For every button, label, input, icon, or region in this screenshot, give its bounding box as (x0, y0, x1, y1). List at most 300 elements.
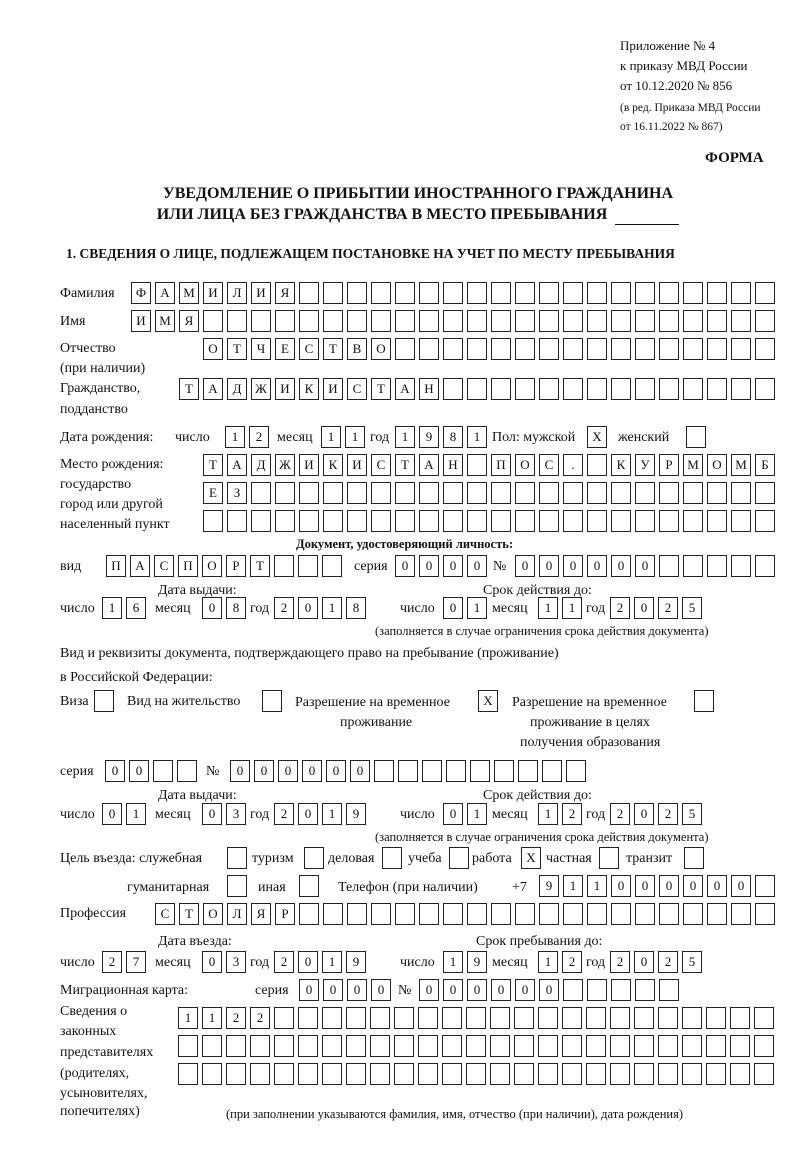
reps-3-cell[interactable] (418, 1063, 438, 1085)
patronymic-cell[interactable]: Е (275, 338, 295, 360)
reps-1-cell[interactable] (346, 1007, 366, 1029)
birthplace-2-cell[interactable] (299, 482, 319, 504)
birthplace-2-cell[interactable] (755, 482, 775, 504)
phone-cell[interactable] (755, 875, 775, 897)
patronymic-cell[interactable]: С (299, 338, 319, 360)
reps-1-cell[interactable] (298, 1007, 318, 1029)
reps-3-cell[interactable] (586, 1063, 606, 1085)
patronymic-cell[interactable] (731, 338, 751, 360)
birthplace-2-cell[interactable] (731, 482, 751, 504)
profession-cell[interactable]: Р (275, 903, 295, 925)
edu-residence-cell[interactable] (694, 690, 714, 712)
right-valid-year-cell[interactable]: 0 (634, 803, 654, 825)
name-cell[interactable] (563, 310, 583, 332)
reps-2-cell[interactable] (322, 1035, 342, 1057)
birthplace-3-cell[interactable] (347, 510, 367, 532)
mc-series-cell[interactable]: 0 (323, 979, 343, 1001)
reps-2-cell[interactable] (514, 1035, 534, 1057)
reps-1-cell[interactable]: 1 (178, 1007, 198, 1029)
reps-3-cell[interactable] (322, 1063, 342, 1085)
reps-2-cell[interactable] (634, 1035, 654, 1057)
reps-3-cell[interactable] (682, 1063, 702, 1085)
p-transit-cell[interactable] (684, 847, 704, 869)
citizenship-cell[interactable]: С (347, 378, 367, 400)
right-number-cell[interactable]: 0 (326, 760, 346, 782)
right-valid-day-cell[interactable]: 0 (443, 803, 463, 825)
name-cell[interactable]: Я (179, 310, 199, 332)
birthplace-1-cell[interactable]: О (707, 454, 727, 476)
right-number-cell[interactable] (566, 760, 586, 782)
citizenship-cell[interactable] (755, 378, 775, 400)
citizenship-cell[interactable]: Д (227, 378, 247, 400)
patronymic-cell[interactable] (659, 338, 679, 360)
profession-cell[interactable] (611, 903, 631, 925)
reps-3-cell[interactable] (178, 1063, 198, 1085)
birthplace-2-cell[interactable] (563, 482, 583, 504)
stay-day-cell[interactable]: 1 (443, 951, 463, 973)
profession-cell[interactable]: О (203, 903, 223, 925)
name-cell[interactable] (755, 310, 775, 332)
id-kind-cell[interactable] (274, 555, 294, 577)
surname-cell[interactable] (323, 282, 343, 304)
patronymic-cell[interactable] (539, 338, 559, 360)
surname-cell[interactable] (611, 282, 631, 304)
profession-cell[interactable] (539, 903, 559, 925)
reps-2-cell[interactable] (274, 1035, 294, 1057)
right-number-cell[interactable]: 0 (254, 760, 274, 782)
name-cell[interactable]: И (131, 310, 151, 332)
id-issue-day-cell[interactable]: 1 (102, 597, 122, 619)
birthplace-2-cell[interactable] (467, 482, 487, 504)
id-series-cell[interactable]: 0 (395, 555, 415, 577)
reps-3-cell[interactable] (514, 1063, 534, 1085)
id-valid-year-cell[interactable]: 2 (658, 597, 678, 619)
id-number-cell[interactable]: 0 (587, 555, 607, 577)
reps-2-cell[interactable] (538, 1035, 558, 1057)
right-series-cell[interactable] (153, 760, 173, 782)
citizenship-cell[interactable]: А (203, 378, 223, 400)
surname-cell[interactable] (491, 282, 511, 304)
id-valid-month-cell[interactable]: 1 (562, 597, 582, 619)
reps-2-cell[interactable] (250, 1035, 270, 1057)
id-kind-cell[interactable]: П (106, 555, 126, 577)
p-other-cell[interactable] (299, 875, 319, 897)
citizenship-cell[interactable]: Ж (251, 378, 271, 400)
name-cell[interactable] (251, 310, 271, 332)
p-humanitarian-cell[interactable] (227, 875, 247, 897)
reps-2-cell[interactable] (226, 1035, 246, 1057)
surname-cell[interactable] (587, 282, 607, 304)
profession-cell[interactable]: Т (179, 903, 199, 925)
reps-2-cell[interactable] (490, 1035, 510, 1057)
reps-1-cell[interactable] (706, 1007, 726, 1029)
patronymic-cell[interactable] (395, 338, 415, 360)
name-cell[interactable] (635, 310, 655, 332)
phone-cell[interactable]: 9 (539, 875, 559, 897)
visa-cell[interactable] (94, 690, 114, 712)
reps-3-cell[interactable] (490, 1063, 510, 1085)
surname-cell[interactable]: Л (227, 282, 247, 304)
birthplace-3-cell[interactable] (611, 510, 631, 532)
citizenship-cell[interactable] (731, 378, 751, 400)
right-series-cell[interactable] (177, 760, 197, 782)
mc-number-cell[interactable] (611, 979, 631, 1001)
reps-1-cell[interactable] (322, 1007, 342, 1029)
reps-1-cell[interactable] (730, 1007, 750, 1029)
birthplace-2-cell[interactable] (491, 482, 511, 504)
surname-cell[interactable] (683, 282, 703, 304)
id-issue-day-cell[interactable]: 6 (126, 597, 146, 619)
right-issue-year-cell[interactable]: 2 (274, 803, 294, 825)
right-valid-year-cell[interactable]: 2 (610, 803, 630, 825)
right-issue-year-cell[interactable]: 9 (346, 803, 366, 825)
entry-year-cell[interactable]: 0 (298, 951, 318, 973)
reps-2-cell[interactable] (586, 1035, 606, 1057)
citizenship-cell[interactable] (683, 378, 703, 400)
patronymic-cell[interactable] (515, 338, 535, 360)
reps-3-cell[interactable] (634, 1063, 654, 1085)
right-number-cell[interactable]: 0 (350, 760, 370, 782)
dob-year-cell[interactable]: 8 (443, 426, 463, 448)
mc-number-cell[interactable]: 0 (419, 979, 439, 1001)
mc-number-cell[interactable] (635, 979, 655, 1001)
id-number-cell[interactable]: 0 (563, 555, 583, 577)
right-issue-day-cell[interactable]: 1 (126, 803, 146, 825)
birthplace-1-cell[interactable]: Т (203, 454, 223, 476)
id-valid-year-cell[interactable]: 5 (682, 597, 702, 619)
phone-cell[interactable]: 0 (659, 875, 679, 897)
surname-cell[interactable] (347, 282, 367, 304)
citizenship-cell[interactable] (467, 378, 487, 400)
surname-cell[interactable] (659, 282, 679, 304)
birthplace-3-cell[interactable] (635, 510, 655, 532)
patronymic-cell[interactable] (611, 338, 631, 360)
surname-cell[interactable] (563, 282, 583, 304)
right-number-cell[interactable] (518, 760, 538, 782)
right-series-cell[interactable]: 0 (129, 760, 149, 782)
name-cell[interactable] (299, 310, 319, 332)
surname-cell[interactable] (515, 282, 535, 304)
p-service-cell[interactable] (227, 847, 247, 869)
citizenship-cell[interactable] (443, 378, 463, 400)
birthplace-2-cell[interactable] (515, 482, 535, 504)
birthplace-2-cell[interactable] (443, 482, 463, 504)
reps-2-cell[interactable] (298, 1035, 318, 1057)
citizenship-cell[interactable]: Т (179, 378, 199, 400)
reps-2-cell[interactable] (466, 1035, 486, 1057)
profession-cell[interactable] (347, 903, 367, 925)
mc-number-cell[interactable]: 0 (515, 979, 535, 1001)
birthplace-1-cell[interactable]: С (371, 454, 391, 476)
name-cell[interactable] (203, 310, 223, 332)
birthplace-3-cell[interactable] (275, 510, 295, 532)
reps-2-cell[interactable] (442, 1035, 462, 1057)
phone-cell[interactable]: 1 (563, 875, 583, 897)
name-cell[interactable] (659, 310, 679, 332)
reps-3-cell[interactable] (250, 1063, 270, 1085)
reps-3-cell[interactable] (754, 1063, 774, 1085)
stay-year-cell[interactable]: 5 (682, 951, 702, 973)
id-kind-cell[interactable]: А (130, 555, 150, 577)
birthplace-3-cell[interactable] (707, 510, 727, 532)
reps-3-cell[interactable] (610, 1063, 630, 1085)
birthplace-1-cell[interactable]: . (563, 454, 583, 476)
stay-year-cell[interactable]: 2 (658, 951, 678, 973)
birthplace-3-cell[interactable] (731, 510, 751, 532)
birthplace-1-cell[interactable] (587, 454, 607, 476)
patronymic-cell[interactable] (683, 338, 703, 360)
reps-3-cell[interactable] (394, 1063, 414, 1085)
right-valid-month-cell[interactable]: 1 (538, 803, 558, 825)
patronymic-cell[interactable]: Т (227, 338, 247, 360)
citizenship-cell[interactable] (635, 378, 655, 400)
p-tourism-cell[interactable] (304, 847, 324, 869)
reps-3-cell[interactable] (442, 1063, 462, 1085)
right-valid-year-cell[interactable]: 5 (682, 803, 702, 825)
surname-cell[interactable] (731, 282, 751, 304)
reps-2-cell[interactable] (658, 1035, 678, 1057)
birthplace-3-cell[interactable] (683, 510, 703, 532)
profession-cell[interactable] (587, 903, 607, 925)
reps-3-cell[interactable] (730, 1063, 750, 1085)
citizenship-cell[interactable] (491, 378, 511, 400)
birthplace-1-cell[interactable]: О (515, 454, 535, 476)
id-number-cell[interactable] (659, 555, 679, 577)
dob-month-cell[interactable]: 1 (345, 426, 365, 448)
reps-1-cell[interactable] (394, 1007, 414, 1029)
profession-cell[interactable] (323, 903, 343, 925)
reps-3-cell[interactable] (274, 1063, 294, 1085)
id-valid-day-cell[interactable]: 0 (443, 597, 463, 619)
reps-2-cell[interactable] (178, 1035, 198, 1057)
birthplace-2-cell[interactable] (251, 482, 271, 504)
birthplace-3-cell[interactable] (443, 510, 463, 532)
phone-cell[interactable]: 0 (731, 875, 751, 897)
birthplace-3-cell[interactable] (467, 510, 487, 532)
mc-series-cell[interactable]: 0 (347, 979, 367, 1001)
birthplace-3-cell[interactable] (251, 510, 271, 532)
id-number-cell[interactable]: 0 (611, 555, 631, 577)
profession-cell[interactable] (635, 903, 655, 925)
reps-1-cell[interactable] (658, 1007, 678, 1029)
surname-cell[interactable]: М (179, 282, 199, 304)
phone-cell[interactable]: 0 (611, 875, 631, 897)
reps-2-cell[interactable] (706, 1035, 726, 1057)
birthplace-1-cell[interactable]: А (419, 454, 439, 476)
reps-2-cell[interactable] (730, 1035, 750, 1057)
birthplace-1-cell[interactable]: Д (251, 454, 271, 476)
id-valid-month-cell[interactable]: 1 (538, 597, 558, 619)
dob-year-cell[interactable]: 1 (467, 426, 487, 448)
id-issue-year-cell[interactable]: 8 (346, 597, 366, 619)
phone-cell[interactable]: 1 (587, 875, 607, 897)
citizenship-cell[interactable] (707, 378, 727, 400)
name-cell[interactable] (395, 310, 415, 332)
birthplace-3-cell[interactable] (419, 510, 439, 532)
id-kind-cell[interactable] (322, 555, 342, 577)
right-series-cell[interactable]: 0 (105, 760, 125, 782)
surname-cell[interactable] (371, 282, 391, 304)
id-number-cell[interactable]: 0 (539, 555, 559, 577)
name-cell[interactable] (419, 310, 439, 332)
id-number-cell[interactable] (755, 555, 775, 577)
entry-day-cell[interactable]: 2 (102, 951, 122, 973)
reps-3-cell[interactable] (538, 1063, 558, 1085)
entry-month-cell[interactable]: 0 (202, 951, 222, 973)
reps-2-cell[interactable] (754, 1035, 774, 1057)
reps-2-cell[interactable] (418, 1035, 438, 1057)
reps-1-cell[interactable] (418, 1007, 438, 1029)
birthplace-1-cell[interactable]: С (539, 454, 559, 476)
p-private-cell[interactable] (599, 847, 619, 869)
reps-2-cell[interactable] (346, 1035, 366, 1057)
surname-cell[interactable] (299, 282, 319, 304)
birthplace-1-cell[interactable]: М (683, 454, 703, 476)
birthplace-1-cell[interactable]: И (347, 454, 367, 476)
id-number-cell[interactable] (707, 555, 727, 577)
citizenship-cell[interactable] (611, 378, 631, 400)
birthplace-2-cell[interactable] (371, 482, 391, 504)
birthplace-3-cell[interactable] (659, 510, 679, 532)
birthplace-2-cell[interactable]: Е (203, 482, 223, 504)
patronymic-cell[interactable] (419, 338, 439, 360)
sex-female-cell[interactable] (686, 426, 706, 448)
profession-cell[interactable] (467, 903, 487, 925)
reps-1-cell[interactable] (538, 1007, 558, 1029)
profession-cell[interactable] (755, 903, 775, 925)
id-valid-year-cell[interactable]: 0 (634, 597, 654, 619)
right-number-cell[interactable] (374, 760, 394, 782)
name-cell[interactable] (323, 310, 343, 332)
citizenship-cell[interactable]: А (395, 378, 415, 400)
profession-cell[interactable] (731, 903, 751, 925)
p-business-cell[interactable] (382, 847, 402, 869)
reps-3-cell[interactable] (466, 1063, 486, 1085)
patronymic-cell[interactable] (707, 338, 727, 360)
birthplace-1-cell[interactable]: А (227, 454, 247, 476)
right-issue-day-cell[interactable]: 0 (102, 803, 122, 825)
mc-series-cell[interactable]: 0 (299, 979, 319, 1001)
right-issue-year-cell[interactable]: 1 (322, 803, 342, 825)
id-kind-cell[interactable] (298, 555, 318, 577)
birthplace-3-cell[interactable] (539, 510, 559, 532)
profession-cell[interactable]: Я (251, 903, 271, 925)
stay-day-cell[interactable]: 9 (467, 951, 487, 973)
temp-residence-cell[interactable]: X (478, 690, 498, 712)
reps-2-cell[interactable] (394, 1035, 414, 1057)
mc-number-cell[interactable]: 0 (491, 979, 511, 1001)
surname-cell[interactable] (443, 282, 463, 304)
citizenship-cell[interactable] (587, 378, 607, 400)
reps-1-cell[interactable] (370, 1007, 390, 1029)
reps-1-cell[interactable] (610, 1007, 630, 1029)
name-cell[interactable] (539, 310, 559, 332)
patronymic-cell[interactable]: О (371, 338, 391, 360)
stay-month-cell[interactable]: 2 (562, 951, 582, 973)
reps-1-cell[interactable] (586, 1007, 606, 1029)
name-cell[interactable] (443, 310, 463, 332)
birthplace-3-cell[interactable] (299, 510, 319, 532)
reps-1-cell[interactable] (562, 1007, 582, 1029)
profession-cell[interactable] (563, 903, 583, 925)
id-series-cell[interactable]: 0 (419, 555, 439, 577)
entry-day-cell[interactable]: 7 (126, 951, 146, 973)
reps-1-cell[interactable] (682, 1007, 702, 1029)
right-number-cell[interactable] (446, 760, 466, 782)
birthplace-1-cell[interactable]: Р (659, 454, 679, 476)
patronymic-cell[interactable] (755, 338, 775, 360)
reps-3-cell[interactable] (370, 1063, 390, 1085)
birthplace-2-cell[interactable] (587, 482, 607, 504)
birthplace-1-cell[interactable]: Б (755, 454, 775, 476)
reps-2-cell[interactable] (610, 1035, 630, 1057)
surname-cell[interactable] (755, 282, 775, 304)
citizenship-cell[interactable] (659, 378, 679, 400)
birthplace-1-cell[interactable]: П (491, 454, 511, 476)
id-number-cell[interactable]: 0 (635, 555, 655, 577)
id-valid-day-cell[interactable]: 1 (467, 597, 487, 619)
surname-cell[interactable]: И (251, 282, 271, 304)
mc-number-cell[interactable] (659, 979, 679, 1001)
patronymic-cell[interactable] (587, 338, 607, 360)
reps-3-cell[interactable] (346, 1063, 366, 1085)
profession-cell[interactable]: Л (227, 903, 247, 925)
right-valid-month-cell[interactable]: 2 (562, 803, 582, 825)
name-cell[interactable] (275, 310, 295, 332)
surname-cell[interactable] (395, 282, 415, 304)
id-number-cell[interactable] (731, 555, 751, 577)
phone-cell[interactable]: 0 (635, 875, 655, 897)
id-kind-cell[interactable]: Т (250, 555, 270, 577)
birthplace-1-cell[interactable]: К (611, 454, 631, 476)
phone-cell[interactable]: 0 (707, 875, 727, 897)
id-series-cell[interactable]: 0 (467, 555, 487, 577)
name-cell[interactable] (347, 310, 367, 332)
patronymic-cell[interactable]: Ч (251, 338, 271, 360)
birthplace-2-cell[interactable] (659, 482, 679, 504)
profession-cell[interactable] (419, 903, 439, 925)
name-cell[interactable] (467, 310, 487, 332)
patronymic-cell[interactable]: О (203, 338, 223, 360)
profession-cell[interactable] (395, 903, 415, 925)
name-cell[interactable] (611, 310, 631, 332)
birthplace-3-cell[interactable] (371, 510, 391, 532)
birthplace-1-cell[interactable]: М (731, 454, 751, 476)
entry-month-cell[interactable]: 3 (226, 951, 246, 973)
profession-cell[interactable] (299, 903, 319, 925)
reps-1-cell[interactable] (490, 1007, 510, 1029)
right-number-cell[interactable]: 0 (230, 760, 250, 782)
reps-3-cell[interactable] (562, 1063, 582, 1085)
dob-year-cell[interactable]: 1 (395, 426, 415, 448)
citizenship-cell[interactable]: Т (371, 378, 391, 400)
citizenship-cell[interactable] (563, 378, 583, 400)
reps-1-cell[interactable] (466, 1007, 486, 1029)
right-issue-month-cell[interactable]: 0 (202, 803, 222, 825)
entry-year-cell[interactable]: 9 (346, 951, 366, 973)
birthplace-2-cell[interactable] (683, 482, 703, 504)
citizenship-cell[interactable] (539, 378, 559, 400)
birthplace-2-cell[interactable] (539, 482, 559, 504)
birthplace-1-cell[interactable] (467, 454, 487, 476)
id-issue-year-cell[interactable]: 1 (322, 597, 342, 619)
reps-1-cell[interactable] (274, 1007, 294, 1029)
stay-year-cell[interactable]: 0 (634, 951, 654, 973)
id-kind-cell[interactable]: Р (226, 555, 246, 577)
reps-3-cell[interactable] (226, 1063, 246, 1085)
reps-2-cell[interactable] (562, 1035, 582, 1057)
mc-number-cell[interactable]: 0 (539, 979, 559, 1001)
